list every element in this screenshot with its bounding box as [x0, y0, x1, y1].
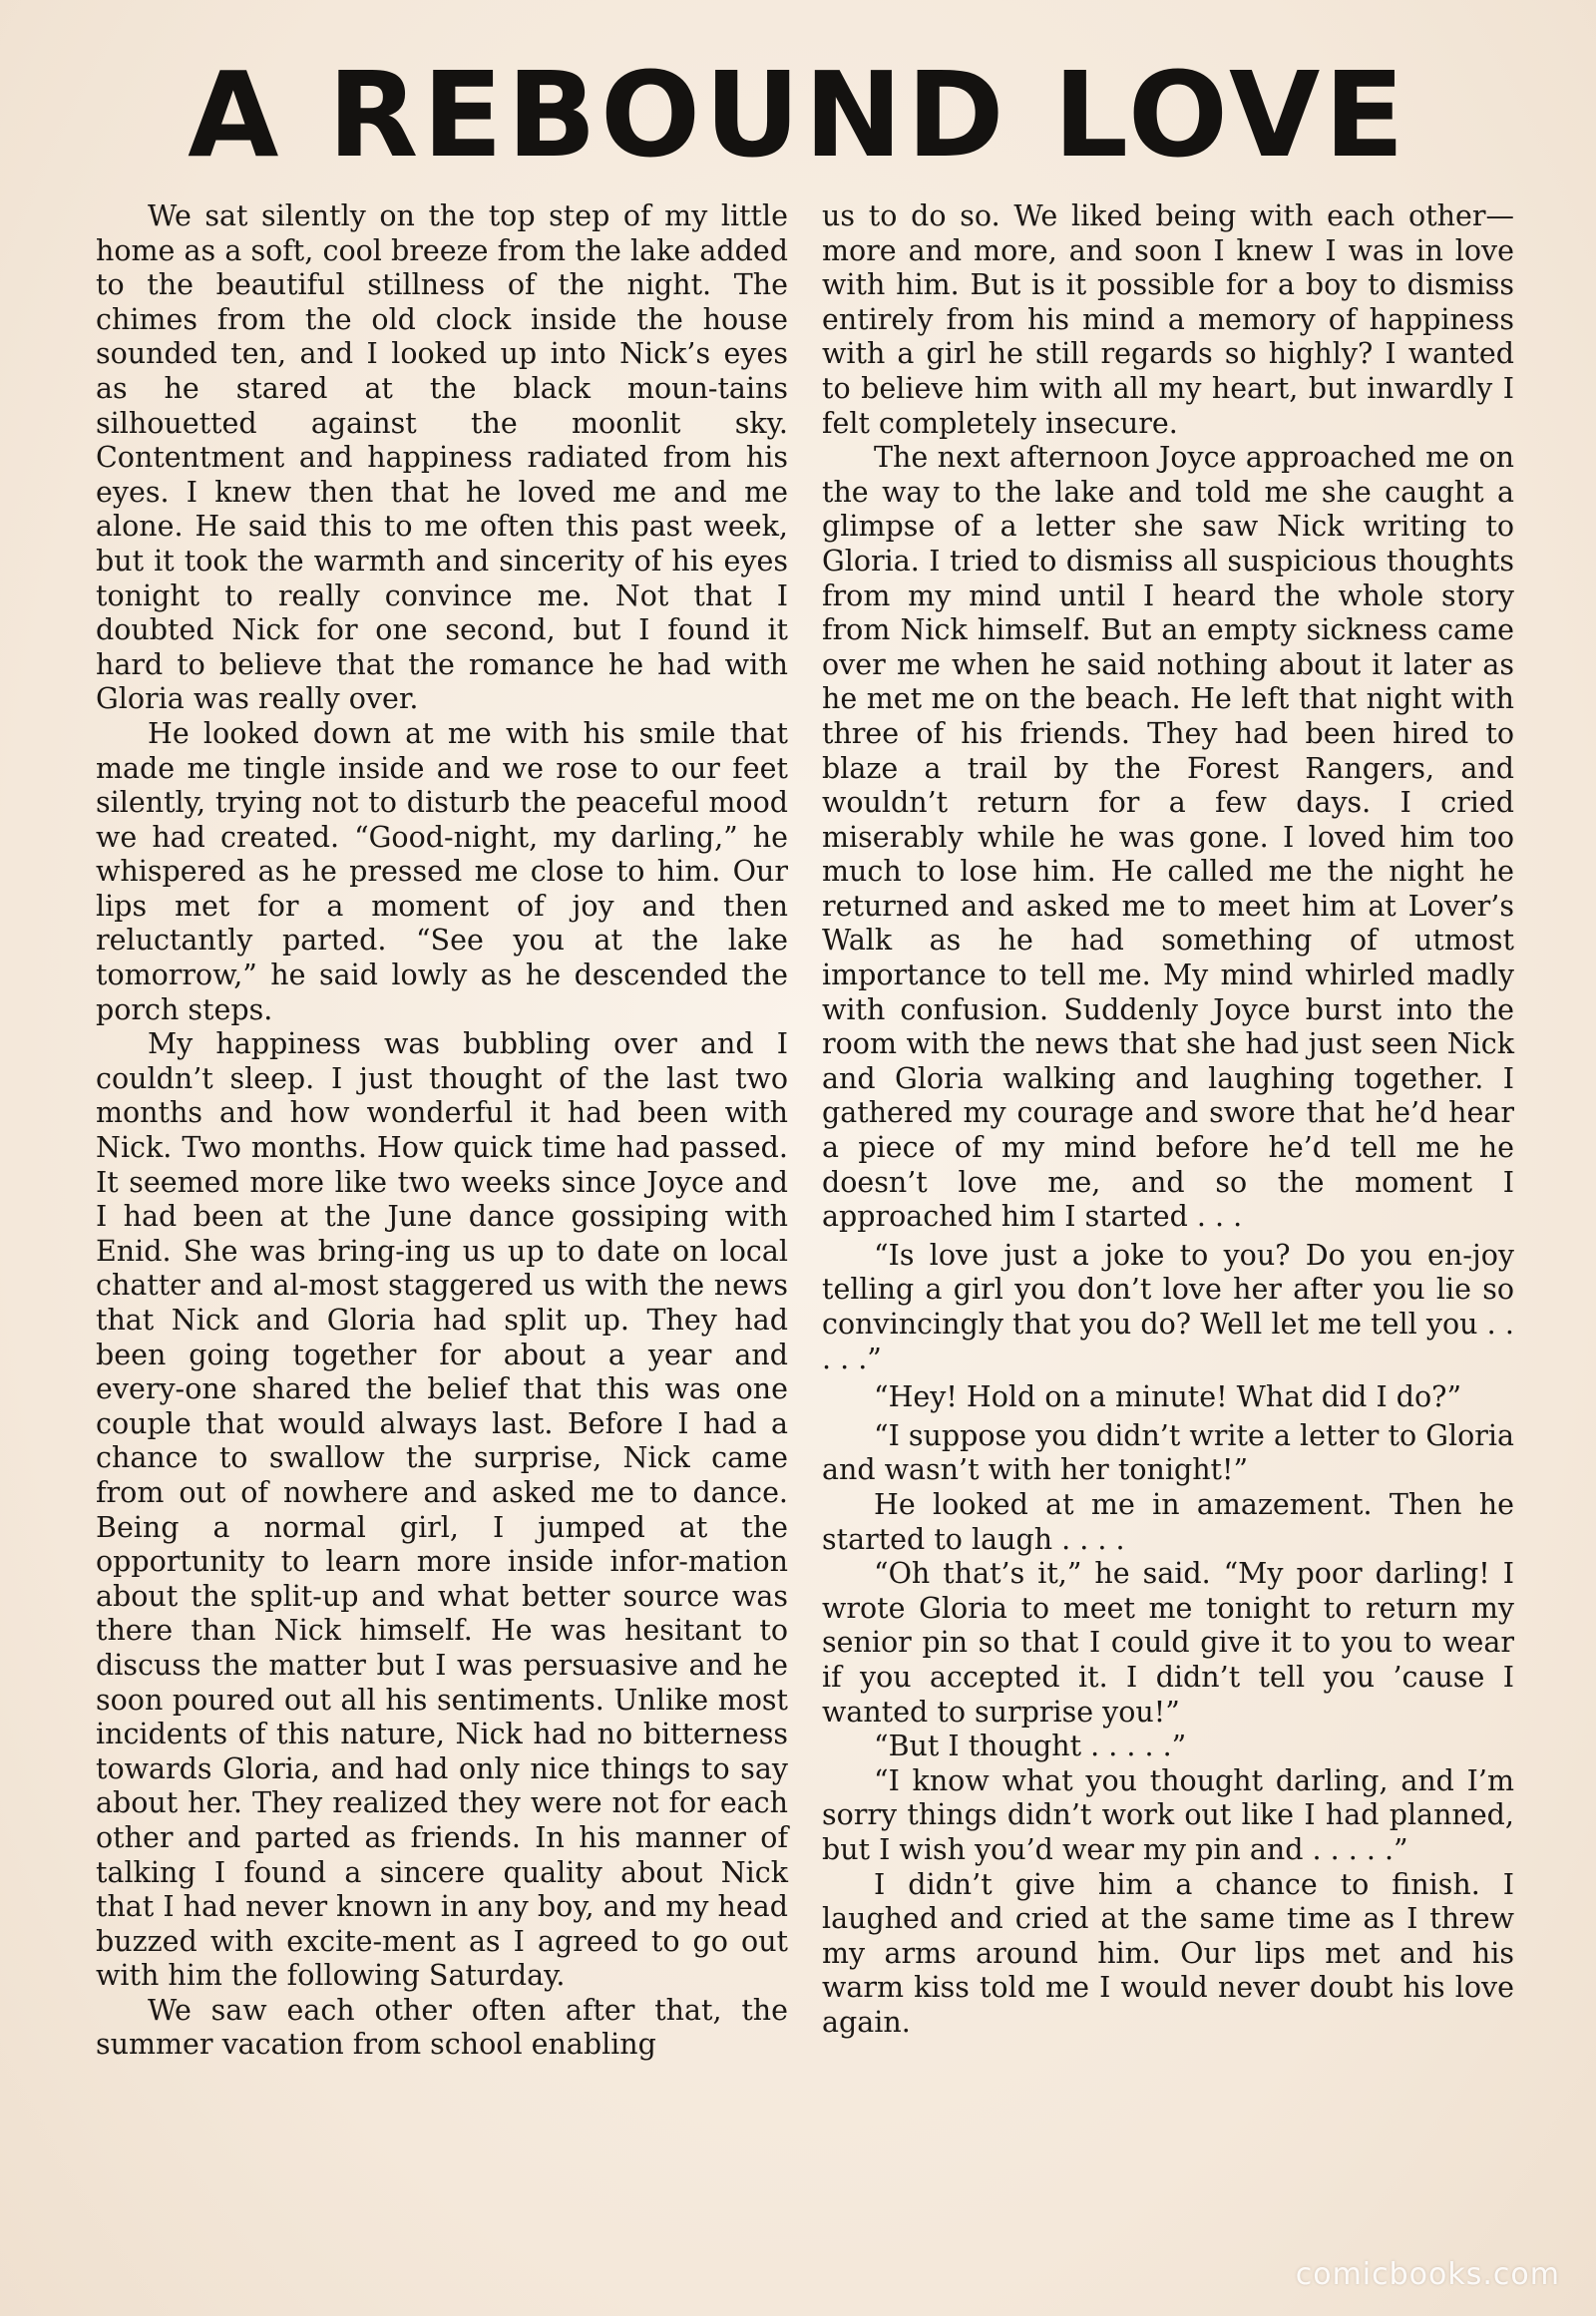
paragraph: We sat silently on the top step of my little home as a soft, cool breeze from the lake added to the beautiful stillness of the night. The chimes from the old clock inside the house sounded ten, and I looked up into Nick’s eyes as he stared at the black moun-tains silhouetted against the moonlit sky. Contentment and happiness radiated from his eyes. I knew then that he loved me and me alone. He said this to me often this past week, but it took the warmth and sincerity of his eyes tonight to really convince me. Not that I doubted Nick for one second, but I found it hard to believe that the romance he had with Gloria was really over.: [96, 199, 788, 716]
dialogue-paragraph: “I know what you thought darling, and I’m sorry things didn’t work out like I had planned, but I wish you’d wear my pin and . . . . .”: [822, 1763, 1514, 1866]
dialogue-paragraph: “Oh that’s it,” he said. “My poor darling! I wrote Gloria to meet me tonight to return my senior pin so that I could give it to you to wear if you accepted it. I didn’t tell you ’cause I wanted to surprise you!”: [822, 1557, 1514, 1729]
paragraph: I didn’t give him a chance to finish. I laughed and cried at the same time as I threw my arms around him. Our lips met and his warm kiss told me I would never doubt his love again.: [822, 1867, 1514, 2039]
paragraph: He looked down at me with his smile that made me tingle inside and we rose to our feet silently, trying not to disturb the peaceful mood we had created. “Good-night, my darling,” he whispered as he pressed me close to him. Our lips met for a moment of joy and then reluctantly parted. “See you at the lake tomorrow,” he said lowly as he descended the porch steps.: [96, 716, 788, 1026]
column-divider: [803, 204, 804, 2229]
dialogue-paragraph: “Hey! Hold on a minute! What did I do?”: [874, 1380, 1462, 1414]
paragraph: us to do so. We liked being with each other—more and more, and soon I knew I was in love with him. But is it possible for a boy to dismiss entirely from his mind a memory of happiness with a girl he still regards so highly? I wanted to believe him with all my heart, but inwardly I felt completely insecure.: [822, 199, 1514, 440]
paragraph: The next afternoon Joyce approached me on the way to the lake and told me she caught a glimpse of a letter she saw Nick writing to Gloria. I tried to dismiss all suspicious thoughts from my mind until I heard the whole story from Nick himself. But an empty sickness came over me when he said nothing about it later as he met me on the beach. He left that night with three of his friends. They had been hired to blaze a trail by the Forest Rangers, and wouldn’t return for a few days. I cried miserably while he was gone. I loved him too much to lose him. He called me the night he returned and asked me to meet him at Lover’s Walk as he had something of utmost importance to tell me. My mind whirled madly with confusion. Suddenly Joyce burst into the room with the news that she had just seen Nick and Gloria walking and laughing together. I gathered my courage and swore that he’d hear a piece of my mind before he’d tell me he doesn’t love me, and so the moment I approached him I started . . .: [822, 441, 1514, 1234]
dialogue-paragraph: “Is love just a joke to you? Do you en-joy telling a girl you don’t love her after you lie so convincingly that you do? Well let me tell you . . . . .”: [822, 1238, 1514, 1375]
dialogue-paragraph: “But I thought . . . . .”: [874, 1730, 1187, 1763]
site-watermark: comicbooks.com: [1295, 2257, 1560, 2292]
dialogue-paragraph: “I suppose you didn’t write a letter to Gloria and wasn’t with her tonight!”: [822, 1418, 1514, 1487]
paragraph: He looked at me in amazement. Then he started to laugh . . . .: [822, 1487, 1514, 1556]
right-column: [822, 199, 1514, 2040]
paragraph: We saw each other often after that, the summer vacation from school enabling: [96, 1993, 788, 2062]
story-title: A REBOUND LOVE: [188, 46, 1408, 184]
left-column: [96, 199, 788, 2063]
paragraph: My happiness was bubbling over and I couldn’t sleep. I just thought of the last two months and how wonderful it had been with Nick. Two months. How quick time had passed. It seemed more like two weeks since Joyce and I had been at the June dance gossiping with Enid. She was bring-ing us up to date on local chatter and al-most staggered us with the news that Nick and Gloria had split up. They had been going together for about a year and every-one shared the belief that this was one couple that would always last. Before I had a chance to swallow the surprise, Nick came from out of nowhere and asked me to dance. Being a normal girl, I jumped at the opportunity to learn more inside infor-mation about the split-up and what better source was there than Nick himself. He was hesitant to discuss the matter but I was persuasive and he soon poured out all his sentiments. Unlike most incidents of this nature, Nick had no bitterness towards Gloria, and had only nice things to say about her. They realized they were not for each other and parted as friends. In his manner of talking I found a sincere quality about Nick that I had never known in any boy, and my head buzzed with excite-ment as I agreed to go out with him the following Saturday.: [96, 1027, 788, 1993]
